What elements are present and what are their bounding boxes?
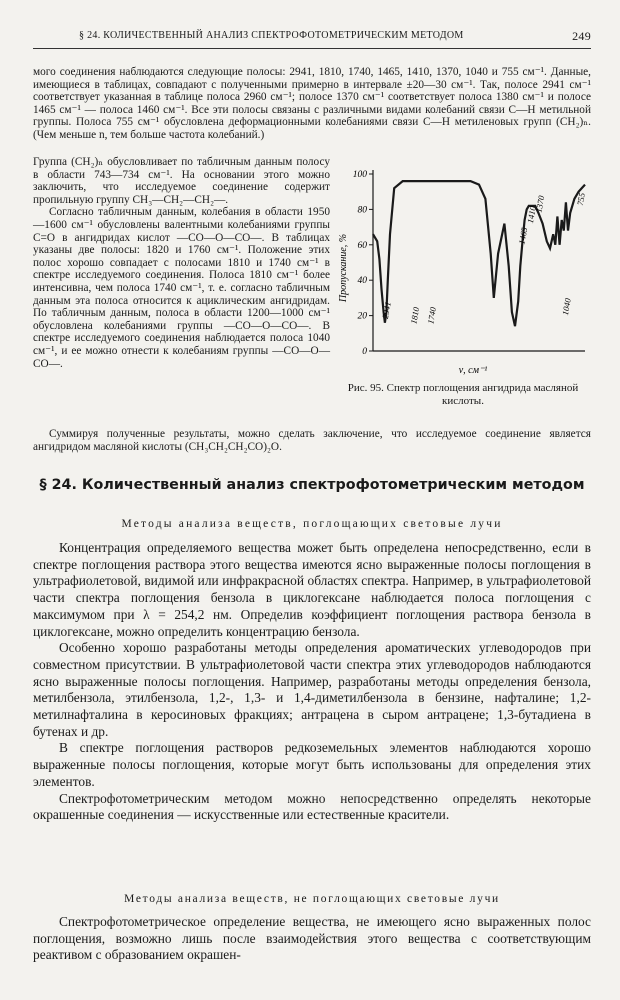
y-tick-label: 100 [352,170,367,180]
peak-label: 755 [574,191,587,207]
text-column-beside-figure [33,156,330,370]
y-axis-label: Пропускание, % [338,233,349,303]
chart-axes [373,170,585,351]
paragraph-ch2-group: Группа (СН₂)ₙ обусловливает по табличным данным полосу в области 743—734 см⁻¹. На основании этого можно заключить, что исследуемое соединение содержит пропильную группу СН₃—СН₂—СН₂—. [33,156,330,206]
paragraph-dyes: Спектрофотометрическим методом можно непосредственно определять некоторые окрашенные соединения — искусственные или естественные красители. [33,790,591,823]
figure-caption: Рис. 95. Спектр поглощения ангидрида масляной кислоты. [347,382,579,407]
section-heading: § 24. Количественный анализ спектрофотометрическим методом [39,477,585,493]
y-tick-label: 60 [357,240,367,251]
peak-labels [380,192,587,325]
spectrum-line [373,181,585,326]
paragraph-non-absorbing: Спектрофотометрическое определение вещества, не имеющего ясно выраженных полос поглощения, возможно лишь после взаимодействия этого вещества с соответствующим реактивом с образованием окрашен- [33,914,591,963]
x-axis-label: ν, см⁻¹ [458,365,488,376]
peak-label: 1370 [533,194,547,214]
peak-label: 1410 [525,205,538,224]
paragraph-anhydride-bands: Согласно табличным данным, колебания в области 1950—1600 см⁻¹ обусловлены валентными колебаниями группы С=О в ангидридах кислот —СО—О—СО—. В таблицах указаны две полосы: 1820 и 1760 см⁻¹. Положение этих полос хорошо совпадает с полосами 1810 и 1740 см⁻¹ в спектре исследуемого соединения. Полоса 1810 см⁻¹ более интенсивна, чем полоса 1740 см⁻¹, т. е. согласно табличным данным эта полоса относится к ациклическим ангидридам. По табличным данным, полоса в области 1200—1000 см⁻¹ обусловлена колебаниями группы —СО—О—СО—. В спектре исследуемого соединения наблюдается полоса 1040 см⁻¹, и ее можно отнести к колебаниям группы —СО—О—СО—. [33,206,330,370]
header-rule [33,48,591,49]
y-tick-label: 80 [357,205,367,216]
subheading-non-absorbing: Методы анализа веществ, не поглощающих световые лучи [124,893,500,905]
paragraph-rare-earth: В спектре поглощения растворов редкоземельных элементов наблюдаются хорошо выраженные полосы поглощения, которые могут быть использованы для определения этих элементов. [33,740,591,789]
peak-label: 1740 [425,306,439,325]
spectrum-figure [333,166,591,396]
y-tick-label: 0 [362,347,367,357]
y-tick-label: 40 [357,276,367,287]
peak-label: 1040 [560,297,573,316]
paragraph-bands-list: мого соединения наблюдаются следующие полосы: 2941, 1810, 1740, 1465, 1410, 1370, 1040 и 755 см⁻¹. Данные, имеющиеся в таблицах, совпадают с полученными примерно в интервале ±20—30 см⁻¹. Так, полосе 2941 см⁻¹ соответствует указанная в таблице полоса 2960 см⁻¹; полосе 1370 см⁻¹ соответствует полоса 1380 см⁻¹ и полосе 1465 см⁻¹ — полоса 1460 см⁻¹. Все эти полосы связаны с различными видами колебаний связи С—Н метильной группы. Полоса 755 см⁻¹ обусловлена деформационными колебаниями связи С—Н метиленовых групп (СН₂)ₙ. (Чем меньше n, тем больше частота колебаний.) [33,66,591,141]
chart-y-ticks [353,170,373,357]
subheading-absorbing: Методы анализа веществ, поглощающих световые лучи [121,518,503,530]
main-text [33,540,591,824]
paragraph-aromatic: Особенно хорошо разработаны методы определения ароматических углеводородов при совместном присутствии. В ультрафиолетовой части спектра этих углеводородов наблюдаются ясно выраженные полосы поглощения. Например, разработаны методы определения бензола, метилбензола, этилбензола, 1,2-, 1,3- и 1,4-диметилбензола в бензине, нафталине; 1,2-метилнафталина в керосиновых фракциях; антрацена в сыром антрацене; 1,3-бутадиена в бутенах и др. [33,640,591,739]
running-head-title: § 24. КОЛИЧЕСТВЕННЫЙ АНАЛИЗ СПЕКТРОФОТОМЕТРИЧЕСКИМ МЕТОДОМ [79,30,464,41]
y-tick-label: 20 [357,311,367,322]
ir-spectrum-chart [333,166,591,381]
peak-label: 1810 [408,306,422,325]
peak-label: 2941 [380,300,393,320]
peak-label: 1465 [516,226,530,246]
paragraph-summary: Суммируя полученные результаты, можно сделать заключение, что исследуемое соединение является ангидридом масляной кислоты (СН₃СН₂СН₂СО)₂О. [33,428,591,453]
page-number: 249 [572,29,591,43]
paragraph-direct-determination: Концентрация определяемого вещества может быть определена непосредственно, если в спектре поглощения раствора этого вещества имеются ясно выраженные полосы поглощения в ультрафиолетовой, видимой или инфракрасной областях спектра. Например, в ультрафиолетовой части спектра поглощения бензола в циклогексане наблюдается полоса поглощения с максимумом при λ = 254,2 нм. Определив коэффициент поглощения раствора бензола в циклогексане, можно определить концентрацию бензола. [33,540,591,639]
